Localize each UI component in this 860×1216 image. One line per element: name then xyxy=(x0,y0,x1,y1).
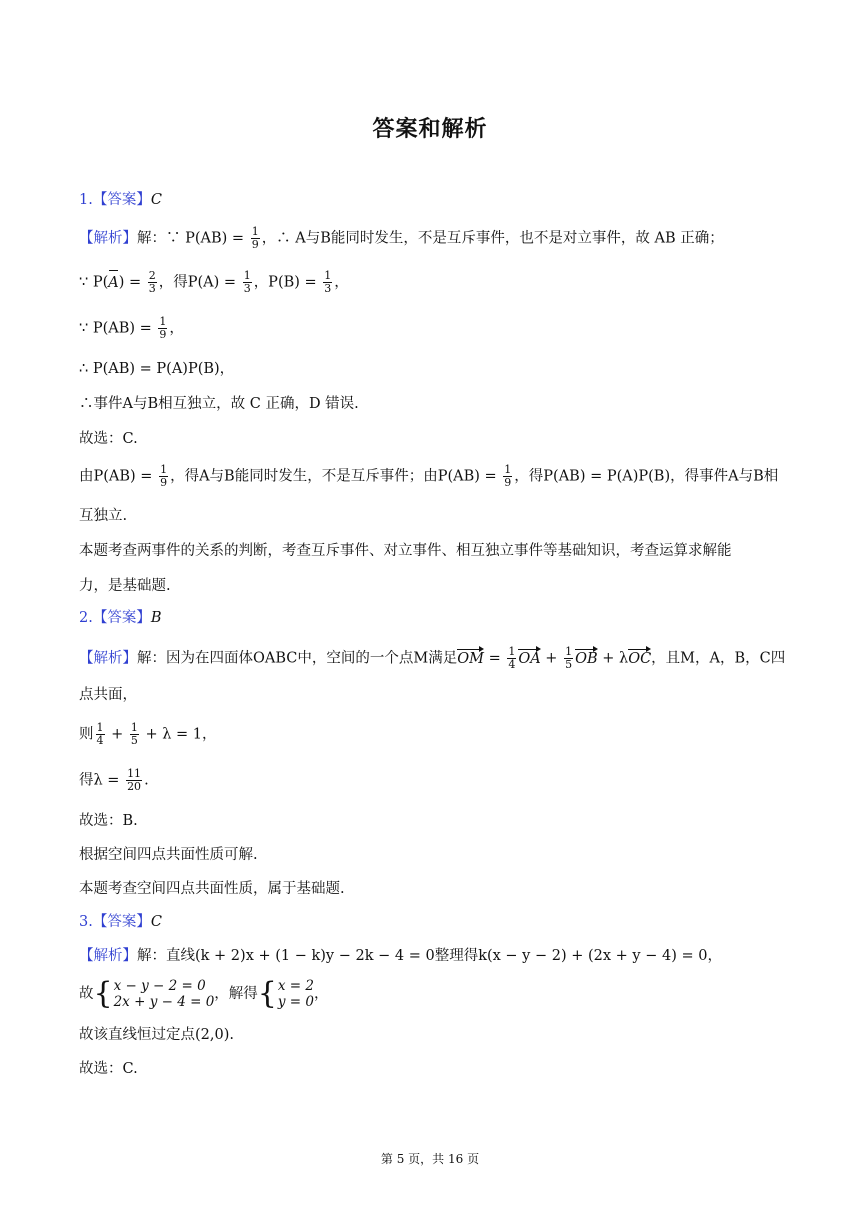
text: 故 xyxy=(79,986,94,1002)
text: ， xyxy=(169,320,184,337)
left-brace: { xyxy=(257,976,277,1011)
q1-answer-line xyxy=(79,189,790,211)
text: 则 xyxy=(79,726,94,743)
q2-analysis-tag: 【解析】 xyxy=(79,650,137,667)
text: ) = xyxy=(118,274,146,291)
frac-den: 3 xyxy=(324,282,332,295)
vector-oc: OC xyxy=(628,648,651,670)
text: + λ xyxy=(597,650,629,667)
fraction xyxy=(130,722,139,747)
q2-analysis-line-5: 故选：B. xyxy=(79,813,138,829)
system-row: y = 0 xyxy=(277,994,315,1010)
text: = xyxy=(483,650,506,667)
fraction xyxy=(148,270,157,295)
frac-den: 3 xyxy=(243,282,251,295)
frac-den: 20 xyxy=(127,780,142,793)
text: 解：因为在四面体OABC中，空间的一个点M满足 xyxy=(137,650,458,667)
fraction xyxy=(564,646,573,671)
text: ，解得 xyxy=(214,986,258,1002)
frac-num: 1 xyxy=(96,721,104,734)
q3-analysis-tag: 【解析】 xyxy=(79,948,137,964)
text: ，得A与B能同时发生，不是互斥事件；由P(AB) = xyxy=(170,468,502,485)
q2-answer-tag: 【答案】 xyxy=(92,610,151,626)
frac-num: 1 xyxy=(565,645,573,658)
page-footer: 第 5 页，共 16 页 xyxy=(380,1152,480,1166)
q1-analysis-line-10: 力，是基础题. xyxy=(79,578,171,594)
fraction xyxy=(96,722,105,747)
text: 得λ = xyxy=(79,772,125,789)
frac-num: 1 xyxy=(508,645,516,658)
fraction xyxy=(159,464,168,489)
text: ， xyxy=(334,274,349,291)
q3-analysis-line-2 xyxy=(79,978,790,1010)
frac-num: 1 xyxy=(504,463,512,476)
fraction xyxy=(503,464,512,489)
complement-a: A xyxy=(108,272,118,294)
q2-analysis-line-7: 本题考查空间四点共面性质，属于基础题. xyxy=(79,881,345,897)
q3-number: 3. xyxy=(79,914,93,930)
q3-analysis-line-3: 故该直线恒过定点(2,0). xyxy=(79,1027,234,1043)
q1-analysis-line-9: 本题考查两事件的关系的判断，考查互斥事件、对立事件、相互独立事件等基础知识，考查运算求解能 xyxy=(79,543,732,559)
frac-den: 5 xyxy=(565,658,573,671)
q1-analysis-line-8: 互独立. xyxy=(79,508,128,524)
q2-analysis-line-3 xyxy=(79,722,790,747)
q3-answer-line xyxy=(79,911,790,933)
frac-num: 1 xyxy=(160,463,168,476)
system-row: 2x + y − 4 = 0 xyxy=(113,994,215,1010)
frac-den: 3 xyxy=(148,282,156,295)
text: ∵ P(AB) = xyxy=(79,320,157,337)
q1-analysis-line-7 xyxy=(79,464,790,489)
q1-number: 1. xyxy=(79,192,93,208)
fraction xyxy=(251,226,260,251)
q1-analysis-line-6: 故选：C. xyxy=(79,431,138,447)
q1-answer-tag: 【答案】 xyxy=(92,192,151,208)
q3-answer: C xyxy=(150,914,162,930)
frac-num: 1 xyxy=(243,269,251,282)
vector-ob: OB xyxy=(575,648,598,670)
q1-analysis-line-5: ∴事件A与B相互独立，故 C 正确，D 错误. xyxy=(79,396,359,412)
q1-analysis-tag: 【解析】 xyxy=(79,230,137,247)
frac-den: 4 xyxy=(96,734,104,747)
equation-system-1 xyxy=(114,978,215,1010)
equation-system-2 xyxy=(278,978,314,1010)
fraction xyxy=(507,646,516,671)
q2-analysis-line-2: 点共面， xyxy=(79,687,137,703)
frac-num: 11 xyxy=(127,767,142,780)
frac-num: 1 xyxy=(130,721,138,734)
q3-analysis-line-4: 故选：C. xyxy=(79,1061,138,1077)
q3-answer-tag: 【答案】 xyxy=(92,914,151,930)
text: + λ = 1， xyxy=(140,726,217,743)
frac-num: 2 xyxy=(148,269,156,282)
frac-den: 9 xyxy=(504,476,512,489)
system-row: x = 2 xyxy=(277,978,314,994)
system-row: x − y − 2 = 0 xyxy=(113,978,206,994)
text: ，P(B) = xyxy=(253,274,322,291)
text: ，得P(AB) = P(A)P(B)，得事件A与B相 xyxy=(514,468,779,485)
q1-analysis-line-2 xyxy=(79,270,790,295)
text: ，且M，A，B，C四 xyxy=(651,650,786,667)
q2-number: 2. xyxy=(79,610,93,626)
q1-analysis-line-4: ∴ P(AB) = P(A)P(B)， xyxy=(79,361,235,377)
fraction xyxy=(243,270,252,295)
text: 解：∵ P(AB) = xyxy=(137,230,249,247)
frac-num: 1 xyxy=(251,225,259,238)
vector-oa: OA xyxy=(518,648,540,670)
vector-om: OM xyxy=(457,648,484,670)
frac-den: 9 xyxy=(159,328,167,341)
frac-den: 4 xyxy=(508,658,516,671)
frac-num: 1 xyxy=(324,269,332,282)
text: ，∴ A与B能同时发生，不是互斥事件，也不是对立事件，故 AB 正确； xyxy=(261,230,724,247)
frac-num: 1 xyxy=(159,315,167,328)
fraction xyxy=(323,270,332,295)
fraction xyxy=(158,316,167,341)
left-brace: { xyxy=(93,976,113,1011)
text: + xyxy=(106,726,128,743)
text: ∵ P( xyxy=(79,274,109,291)
text: 由P(AB) = xyxy=(79,468,158,485)
frac-den: 5 xyxy=(130,734,138,747)
frac-den: 9 xyxy=(251,238,259,251)
fraction xyxy=(126,768,142,793)
text: 解：直线(k + 2)x + (1 − k)y − 2k − 4 = 0整理得k(x − y − 2) + (2x + y − 4) = 0， xyxy=(137,948,722,964)
q2-analysis-line-1 xyxy=(79,646,790,671)
q1-answer: C xyxy=(150,192,162,208)
q3-analysis-line-1 xyxy=(79,945,790,967)
text: ，得P(A) = xyxy=(158,274,241,291)
text: . xyxy=(144,772,149,789)
page-title: 答案和解析 xyxy=(372,117,488,142)
q2-answer-line xyxy=(79,607,790,629)
q2-analysis-line-4 xyxy=(79,768,790,793)
text: ， xyxy=(314,986,329,1002)
q2-analysis-line-6: 根据空间四点共面性质可解. xyxy=(79,847,258,863)
q1-analysis-line-1 xyxy=(79,226,790,251)
q1-analysis-line-3 xyxy=(79,316,790,341)
q2-answer: B xyxy=(150,610,162,626)
text: + xyxy=(540,650,563,667)
frac-den: 9 xyxy=(160,476,168,489)
